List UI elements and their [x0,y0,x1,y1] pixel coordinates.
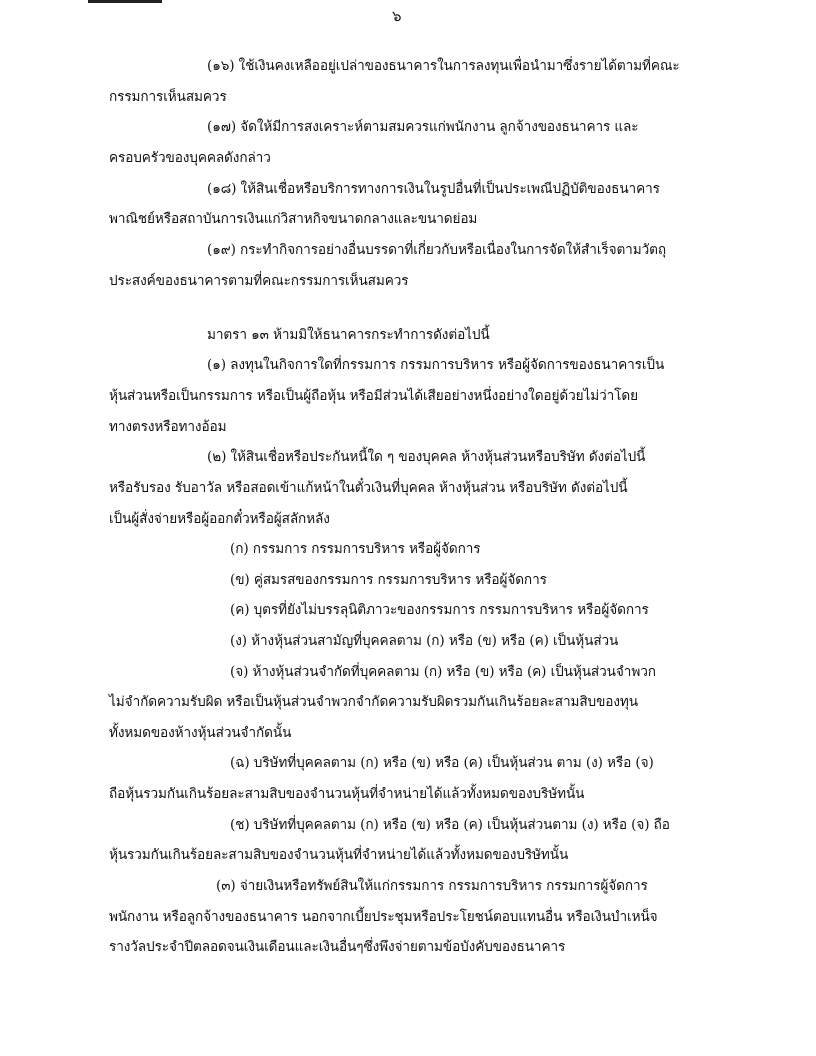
text-line: ครอบครัวของบุคคลดังกล่าว [109,150,271,166]
text-line: พนักงาน หรือลูกจ้างของธนาคาร นอกจากเบี้ยประชุมหรือประโยชน์ตอบแทนอื่น หรือเงินบำเหน็จ [109,909,658,925]
text-line: (๑๘) ให้สินเชื่อหรือบริการทางการเงินในรูปอื่นที่เป็นประเพณีปฏิบัติของธนาคาร [207,181,660,197]
text-line: พาณิชย์หรือสถาบันการเงินแก่วิสาหกิจขนาดกลางและขนาดย่อม [109,211,478,227]
text-line: (จ) ห้างหุ้นส่วนจำกัดที่บุคคลตาม (ก) หรือ (ข) หรือ (ค) เป็นหุ้นส่วนจำพวก [230,664,656,680]
scan-artifact-line [88,0,162,3]
text-line: (ก) กรรมการ กรรมการบริหาร หรือผู้จัดการ [230,541,481,557]
text-line: (๓) จ่ายเงินหรือทรัพย์สินให้แก่กรรมการ กรรมการบริหาร กรรมการผู้จัดการ [216,878,648,894]
text-line: (ง) ห้างหุ้นส่วนสามัญที่บุคคลตาม (ก) หรือ (ข) หรือ (ค) เป็นหุ้นส่วน [230,633,619,649]
text-line: ประสงค์ของธนาคารตามที่คณะกรรมการเห็นสมควร [109,273,409,289]
text-line: หุ้นรวมกันเกินร้อยละสามสิบของจำนวนหุ้นที่จำหน่ายได้แล้วทั้งหมดของบริษัทนั้น [109,847,569,863]
text-line: (ช) บริษัทที่บุคคลตาม (ก) หรือ (ข) หรือ (ค) เป็นหุ้นส่วนตาม (ง) หรือ (จ) ถือ [230,817,670,833]
page-number: ๖ [392,7,402,25]
text-line: เป็นผู้สั่งจ่ายหรือผู้ออกตั๋วหรือผู้สลักหลัง [109,511,330,527]
text-line: รางวัลประจำปีตลอดจนเงินเดือนและเงินอื่นๆซึ่งพึงจ่ายตามข้อบังคับของธนาคาร [109,939,566,955]
text-line: (ค) บุตรที่ยังไม่บรรลุนิติภาวะของกรรมการ กรรมการบริหาร หรือผู้จัดการ [230,602,649,618]
section-heading: มาตรา ๑๓ ห้ามมิให้ธนาคารกระทำการดังต่อไปนี้ [207,327,490,343]
text-line: หุ้นส่วนหรือเป็นกรรมการ หรือเป็นผู้ถือหุ้น หรือมีส่วนได้เสียอย่างหนึ่งอย่างใดอยู่ด้วยไม่ว่าโดย [109,388,638,404]
text-line: (ข) คู่สมรสของกรรมการ กรรมการบริหาร หรือผู้จัดการ [230,572,547,588]
text-line: (๑๙) กระทำกิจการอย่างอื่นบรรดาที่เกี่ยวกับหรือเนื่องในการจัดให้สำเร็จตามวัตถุ [207,242,666,258]
text-line: กรรมการเห็นสมควร [109,89,227,105]
text-line: ทั้งหมดของห้างหุ้นส่วนจำกัดนั้น [109,725,292,741]
text-line: (๑๗) จัดให้มีการสงเคราะห์ตามสมควรแก่พนักงาน ลูกจ้างของธนาคาร และ [207,119,639,135]
text-line: ถือหุ้นรวมกันเกินร้อยละสามสิบของจำนวนหุ้นที่จำหน่ายได้แล้วทั้งหมดของบริษัทนั้น [109,786,585,802]
text-line: ทางตรงหรือทางอ้อม [109,419,227,435]
text-line: (๑) ลงทุนในกิจการใดที่กรรมการ กรรมการบริหาร หรือผู้จัดการของธนาคารเป็น [207,357,665,373]
text-line: (๑๖) ใช้เงินคงเหลืออยู่เปล่าของธนาคารในการลงทุนเพื่อนำมาซึ่งรายได้ตามที่คณะ [207,58,680,74]
text-line: (ฉ) บริษัทที่บุคคลตาม (ก) หรือ (ข) หรือ (ค) เป็นหุ้นส่วน ตาม (ง) หรือ (จ) [230,755,654,771]
text-line: (๒) ให้สินเชื่อหรือประกันหนี้ใด ๆ ของบุคคล ห้างหุ้นส่วนหรือบริษัท ดังต่อไปนี้ [207,449,646,465]
text-line: หรือรับรอง รับอาวัล หรือสอดเข้าแก้หน้าในตั๋วเงินที่บุคคล ห้างหุ้นส่วน หรือบริษัท ดังต่อไปนี้ [109,480,628,496]
text-line: ไม่จำกัดความรับผิด หรือเป็นหุ้นส่วนจำพวกจำกัดความรับผิดรวมกันเกินร้อยละสามสิบของทุน [109,694,638,710]
